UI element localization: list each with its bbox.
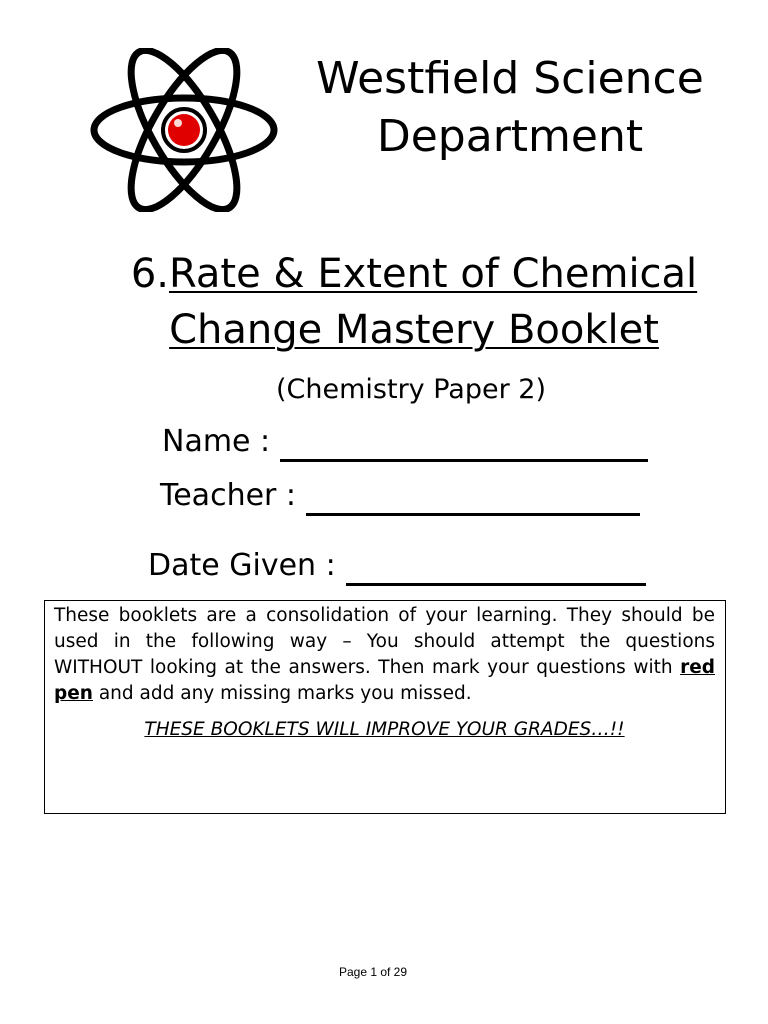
instructions-text-after: and add any missing marks you missed. <box>92 683 472 704</box>
date-given-label: Date Given : <box>148 548 336 583</box>
teacher-label: Teacher : <box>160 478 297 513</box>
atom-icon <box>88 48 280 212</box>
teacher-field <box>160 476 640 516</box>
instructions-emphasis: red pen <box>54 657 715 704</box>
instructions-box <box>44 600 726 814</box>
name-label: Name : <box>162 424 271 459</box>
department-title: Westfield Science Department <box>316 53 704 162</box>
date-given-blank-line <box>346 553 646 586</box>
booklet-number: 6. <box>130 251 169 297</box>
date-given-field <box>148 546 646 586</box>
booklet-subtitle: (Chemistry Paper 2) <box>276 374 546 405</box>
instructions-slogan: THESE BOOKLETS WILL IMPROVE YOUR GRADES…!! <box>144 719 625 740</box>
teacher-blank-line <box>306 483 640 516</box>
instructions-text <box>54 603 715 707</box>
booklet-title <box>96 246 732 358</box>
instructions-text-before: These booklets are a consolidation of your learning. They should be used in the following way – You should attempt the questions WITHOUT looking at the answers. Then mark your questions with <box>54 605 715 678</box>
booklet-title-text: Rate & Extent of Chemical Change Mastery Booklet <box>168 251 698 353</box>
name-blank-line <box>280 429 648 462</box>
name-field <box>162 422 648 462</box>
atom-nucleus <box>168 114 200 146</box>
page-number: Page 1 of 29 <box>338 965 408 979</box>
